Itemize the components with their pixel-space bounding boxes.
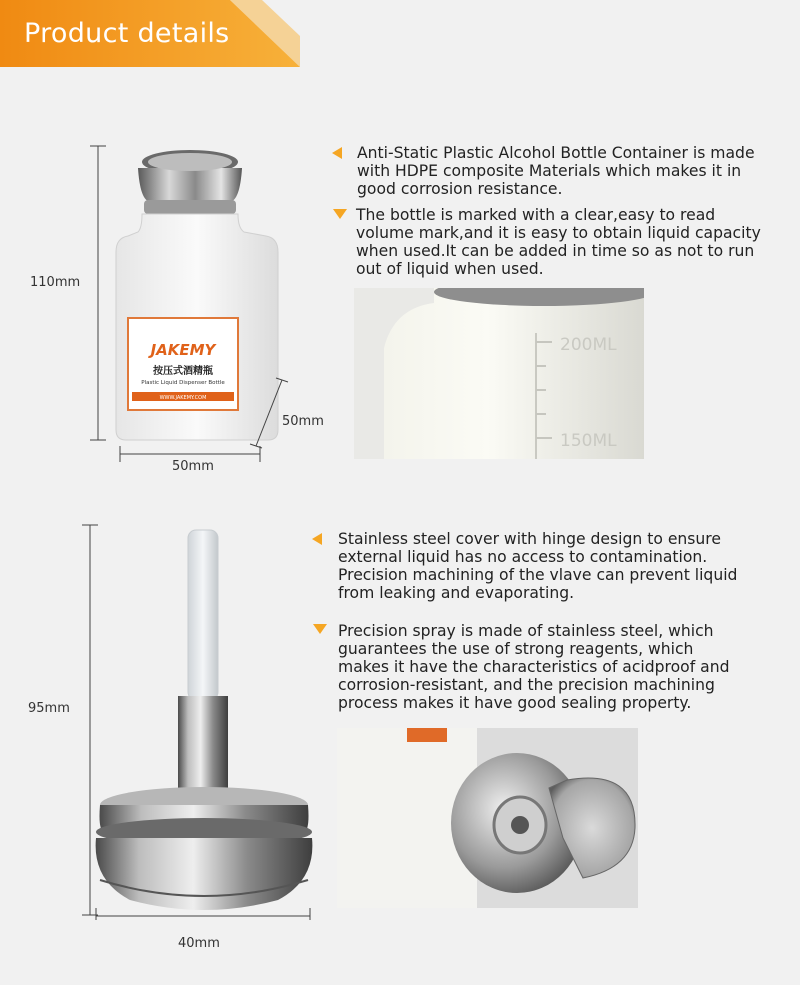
section-banner — [0, 0, 300, 67]
dim-height-label: 110mm — [30, 275, 81, 290]
bullet-down-icon — [313, 624, 327, 634]
volume-mark-photo — [354, 288, 644, 459]
bottle-diagram — [30, 140, 340, 480]
section1-paragraph-2: The bottle is marked with a clear,easy to read volume mark,and it is easy to obtain liquid capacity when used.It can be added in time so as not to run out of liquid when used. — [356, 206, 761, 278]
pump-dim-height-label: 95mm — [28, 701, 70, 716]
bottle-label-url: WWW.JAKEMY.COM — [159, 395, 207, 401]
bullet-left-icon — [332, 147, 342, 159]
pump-dim-width-label: 40mm — [178, 936, 220, 951]
bottle-label-en: Plastic Liquid Dispenser Bottle — [141, 380, 225, 386]
bottle-label-cn: 按压式酒精瓶 — [153, 366, 213, 377]
bullet-left-icon — [312, 533, 322, 545]
pump-diagram — [70, 520, 340, 920]
mark-200-label: 200ML — [560, 335, 617, 355]
banner-title: Product details — [24, 18, 230, 49]
bullet-down-icon — [333, 209, 347, 219]
section2-paragraph-1: Stainless steel cover with hinge design to ensure external liquid has no access to contamination. Precision machining of the vlave can prevent liquid from leaking and evaporating. — [338, 530, 738, 602]
bottle-label-brand: JAKEMY — [150, 341, 216, 359]
section1-paragraph-1: Anti-Static Plastic Alcohol Bottle Container is made with HDPE composite Materials which makes it in good corrosion resistance. — [357, 144, 755, 198]
dim-width-label: 50mm — [172, 459, 214, 474]
mark-150-label: 150ML — [560, 431, 617, 451]
hinge-cover-photo — [337, 728, 638, 908]
dim-depth-label: 50mm — [282, 414, 324, 429]
section2-paragraph-2: Precision spray is made of stainless steel, which guarantees the use of strong reagents, which makes it have the characteristics of acidproof and corrosion-resistant, and the precision machining process makes it have good sealing property. — [338, 622, 730, 712]
